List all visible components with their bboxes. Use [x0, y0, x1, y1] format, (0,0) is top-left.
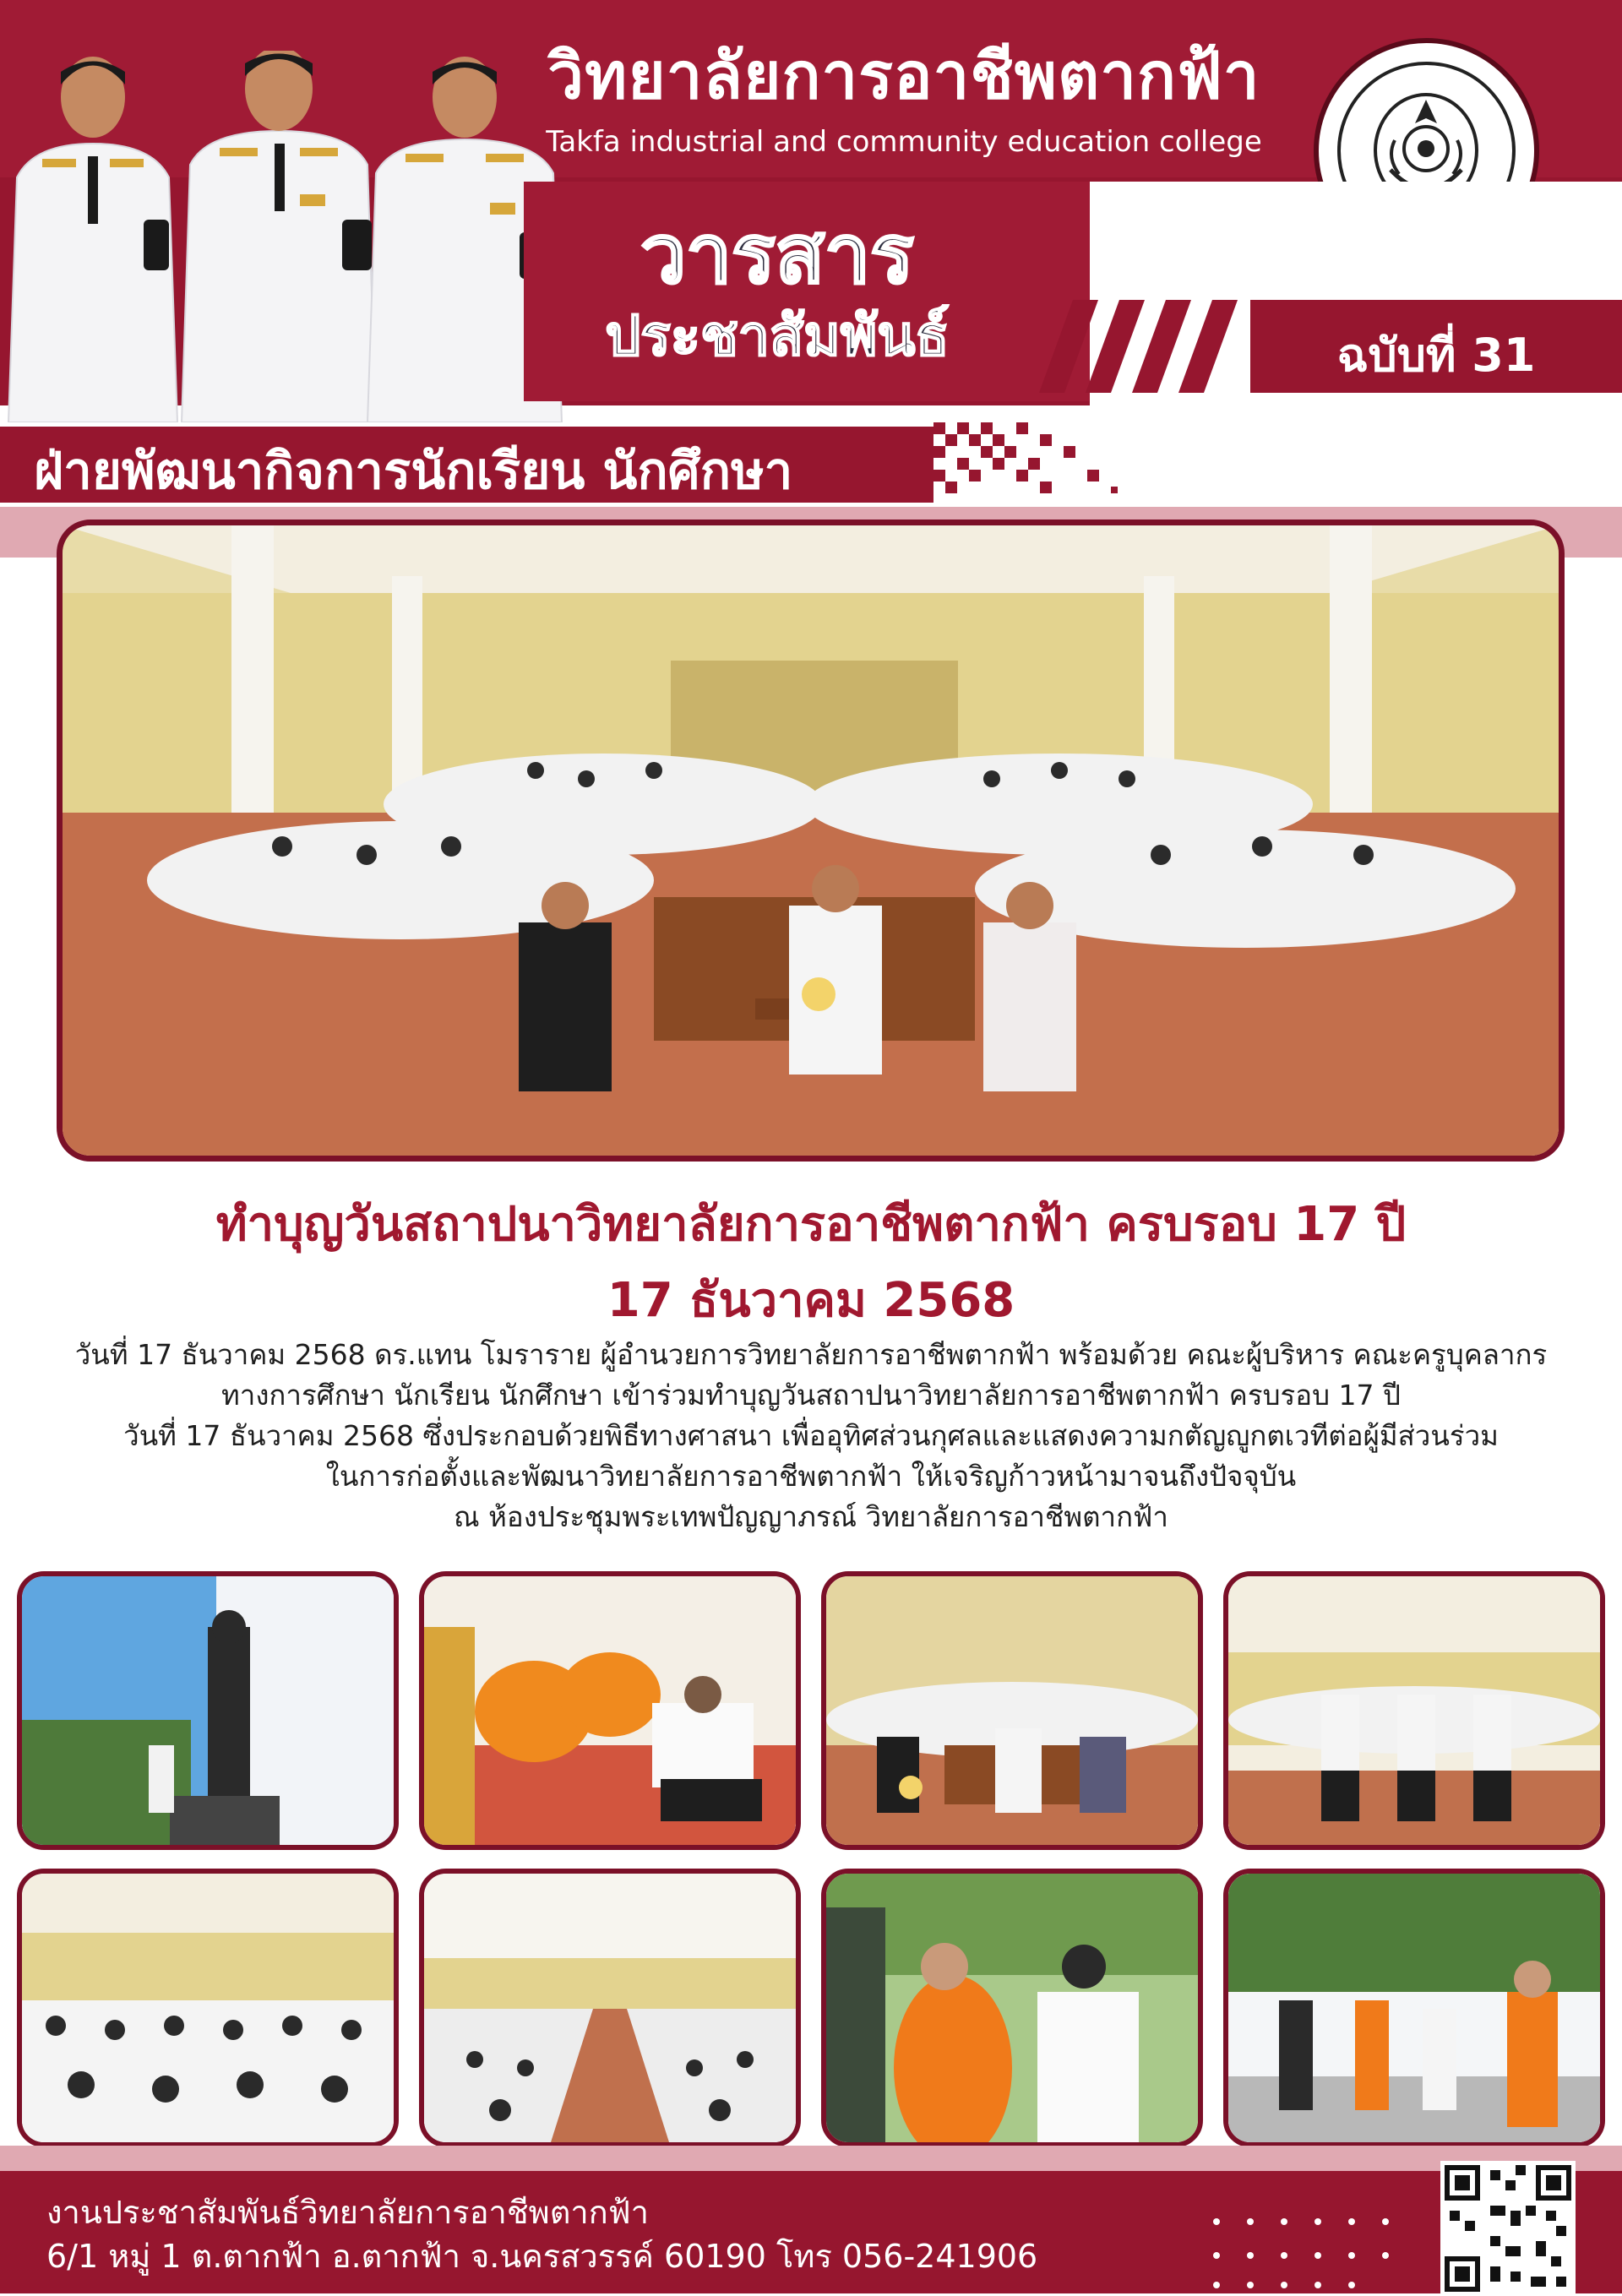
gallery-photo-procession — [1223, 1869, 1605, 2147]
photo-gallery — [17, 1571, 1605, 2154]
officials-photo — [0, 51, 566, 422]
qr-code[interactable] — [1440, 2161, 1576, 2296]
main-event-photo — [57, 520, 1565, 1162]
body-paragraph-line: วันที่ 17 ธันวาคม 2568 ซึ่งประกอบด้วยพิธีทางศาสนา เพื่ออุทิศส่วนกุศลและแสดงความกตัญญูกตเวทีต่อผู้มีส่วนร่วม — [123, 1419, 1499, 1452]
qr-code-icon — [1445, 2165, 1571, 2292]
gallery-photo-hall-assembly — [419, 1869, 801, 2147]
article-body — [34, 1335, 1588, 1537]
department-label: ฝ่ายพัฒนากิจการนักเรียน นักศึกษา — [34, 442, 793, 501]
dot-pattern-decoration — [1208, 2213, 1419, 2289]
gallery-photo-students-seated — [17, 1869, 399, 2147]
headline-line-2: 17 ธันวาคม 2568 — [607, 1273, 1015, 1328]
pixel-pattern-decoration — [933, 422, 1128, 498]
body-paragraph-line: ทางการศึกษา นักเรียน นักศึกษา เข้าร่วมทำบุญวันสถาปนาวิทยาลัยการอาชีพตากฟ้า ครบรอบ 17 ปี — [221, 1379, 1401, 1412]
footer-address: 6/1 หมู่ 1 ต.ตากฟ้า อ.ตากฟ้า จ.นครสวรรค์ 60190 โทร 056-241906 — [46, 2238, 1038, 2275]
body-paragraph-line: ในการก่อตั้งและพัฒนาวิทยาลัยการอาชีพตากฟ้า ให้เจริญก้าวหน้ามาจนถึงปัจจุบัน — [325, 1460, 1297, 1493]
headline-line-1: ทำบุญวันสถาปนาวิทยาลัยการอาชีพตากฟ้า ครบรอบ 17 ปี — [215, 1197, 1407, 1252]
footer-organization: งานประชาสัมพันธ์วิทยาลัยการอาชีพตากฟ้า — [46, 2194, 649, 2231]
gallery-photo-standing-staff — [1223, 1571, 1605, 1850]
article-headline — [84, 1187, 1538, 1339]
gallery-photo-alms-giving — [821, 1869, 1203, 2147]
footer — [0, 2171, 1622, 2293]
college-name-english: Takfa industrial and community education college — [546, 125, 1262, 159]
gallery-photo-monks-offering — [419, 1571, 801, 1850]
assembly-hall-photo — [63, 525, 1559, 1156]
college-name-thai: วิทยาลัยการอาชีพตากฟ้า — [547, 38, 1260, 113]
journal-title: วารสาร — [640, 207, 914, 302]
gallery-photo-statue — [17, 1571, 399, 1850]
issue-number: ฉบับที่ 31 — [1336, 329, 1536, 382]
body-paragraph-line: ณ ห้องประชุมพระเทพปัญญาภรณ์ วิทยาลัยการอาชีพตากฟ้า — [454, 1500, 1168, 1533]
footer-pink-band — [0, 2146, 1622, 2171]
journal-subtitle: ประชาสัมพันธ์ — [605, 303, 950, 368]
body-paragraph-line: วันที่ 17 ธันวาคม 2568 ดร.แทน โมราราย ผู้อำนวยการวิทยาลัยการอาชีพตากฟ้า พร้อมด้วย คณะผู้บริหาร คณะครูบุคลากร — [74, 1338, 1548, 1371]
gallery-photo-seated-executives — [821, 1571, 1203, 1850]
issue-number-box — [1250, 300, 1622, 393]
